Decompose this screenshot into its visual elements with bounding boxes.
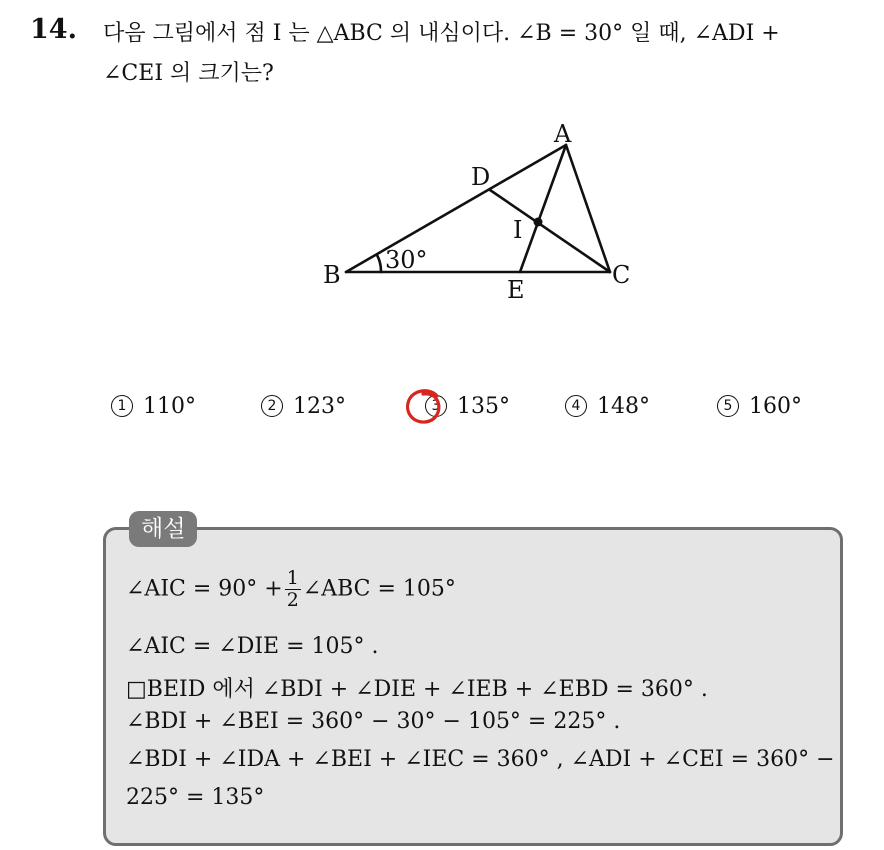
label-e: E xyxy=(507,276,525,304)
label-c: C xyxy=(612,261,631,289)
selected-answer-circle xyxy=(404,386,444,426)
choice-text: 160° xyxy=(749,394,802,419)
side-ac xyxy=(566,145,610,272)
choice-mark: 1 xyxy=(111,395,133,417)
solution-line-4: ∠BDI + ∠BEI = 360° − 30° − 105° = 225° . xyxy=(126,709,621,734)
fraction-one-half: $\frac{1}{2}$ xyxy=(286,567,299,611)
label-d: D xyxy=(471,163,491,191)
question-text-line-2: ∠CEI 의 크기는? xyxy=(103,61,274,86)
solution-line-5: ∠BDI + ∠IDA + ∠BEI + ∠IEC = 360° , ∠ADI + ∠CEI = 360° − xyxy=(126,747,835,772)
segment-ai-e xyxy=(520,145,566,272)
solution-line-6: 225° = 135° xyxy=(126,785,265,810)
choice-mark: 5 xyxy=(717,395,739,417)
angle-arc-b xyxy=(377,255,381,272)
solution-line-1: ∠AIC = 90° + $\frac{1}{2}$ ∠ABC = 105° xyxy=(126,567,456,611)
solution-line-3: □BEID 에서 ∠BDI + ∠DIE + ∠IEB + ∠EBD = 360° . xyxy=(126,677,708,702)
label-b: B xyxy=(323,261,341,289)
question-text-line-1: 다음 그림에서 점 I 는 △ABC 의 내심이다. ∠B = 30° 일 때, ∠ADI + xyxy=(103,21,780,46)
choice-text: 123° xyxy=(293,394,346,419)
choice-5[interactable] xyxy=(717,394,802,419)
choice-mark: 3 xyxy=(425,395,447,417)
choice-text: 110° xyxy=(143,394,196,419)
label-i: I xyxy=(513,216,523,244)
choice-text: 148° xyxy=(597,394,650,419)
solution-line-2: ∠AIC = ∠DIE = 105° . xyxy=(126,634,379,659)
incenter-point xyxy=(534,218,543,227)
solution-tab: 해설 xyxy=(129,511,197,547)
choice-4[interactable] xyxy=(565,394,650,419)
answer-choices xyxy=(111,394,831,424)
choice-1[interactable] xyxy=(111,394,196,419)
angle-b-label: 30° xyxy=(385,246,428,274)
side-ab xyxy=(346,145,566,272)
choice-2[interactable] xyxy=(261,394,346,419)
segment-di xyxy=(490,190,610,272)
label-a: A xyxy=(554,120,572,148)
choice-mark: 2 xyxy=(261,395,283,417)
choice-mark: 4 xyxy=(565,395,587,417)
question-number: 14. xyxy=(30,14,77,45)
choice-text: 135° xyxy=(457,394,510,419)
